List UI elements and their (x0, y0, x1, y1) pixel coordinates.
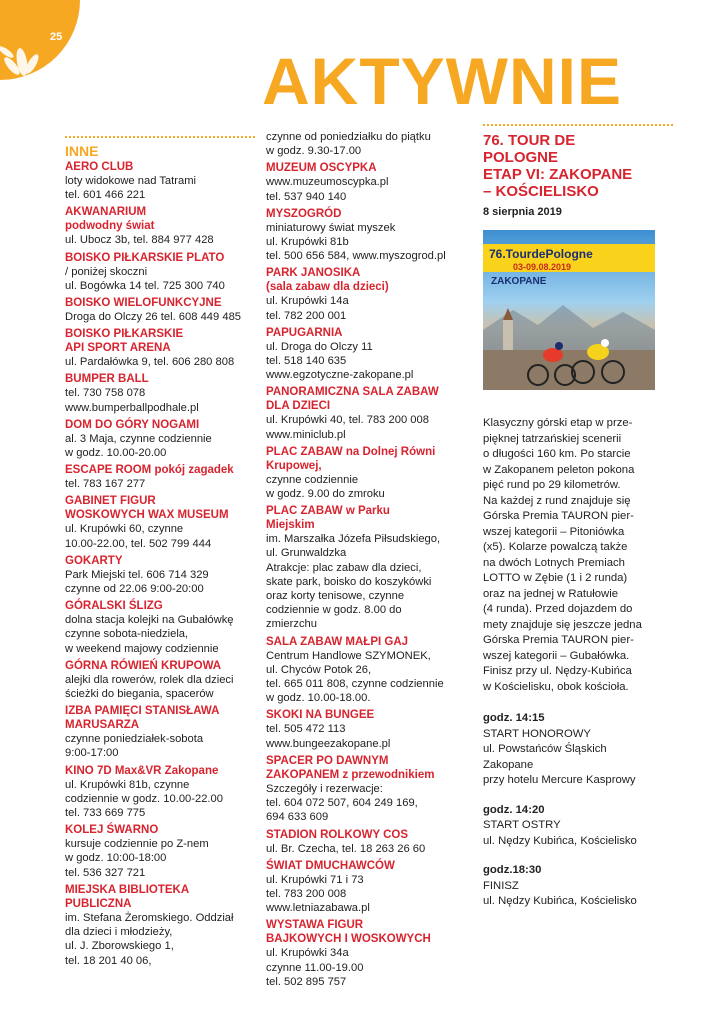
entry-name: SKOKI NA BUNGEE (266, 709, 375, 722)
entry-name: BOISKO PIŁKARSKIE PLATO (65, 251, 225, 264)
schedule-detail: START HONOROWY (483, 727, 591, 740)
entry-detail: czynne poniedziałek-sobota (65, 733, 204, 746)
entry-detail: tel. 783 167 277 (65, 478, 146, 491)
entry-name: IZBA PAMIĘCI STANISŁAWA MARUSARZA (65, 705, 220, 732)
entry-detail: czynne od 22.06 9:00-20:00 (65, 583, 204, 596)
directory-entry (266, 385, 466, 441)
entry-name: MYSZOGRÓD (266, 207, 342, 220)
directory-entry (65, 704, 255, 760)
directory-entry (65, 296, 255, 324)
entry-name: STADION ROLKOWY COS (266, 828, 409, 841)
entry-name: GÓRALSKI ŚLIZG (65, 600, 163, 613)
directory-column-middle (266, 130, 466, 992)
schedule-time: godz. 14:20 (483, 803, 545, 816)
directory-entry (266, 504, 466, 631)
entry-detail: / poniżej skoczni (65, 265, 148, 278)
entry-detail: ul. Ubocz 3b, tel. 884 977 428 (65, 234, 214, 247)
schedule-detail: ul. Powstańców Śląskich (483, 743, 607, 755)
directory-entry (65, 327, 255, 369)
entry-detail: ul. Krupówki 34a (266, 947, 349, 960)
entry-detail: dla dzieci i młodzieży, (65, 926, 173, 939)
event-title: 76. TOUR DE POLOGNE ETAP VI: ZAKOPANE – KOŚCIELISKO (483, 132, 633, 200)
entry-detail: alejki dla rowerów, rolek dla dzieci (65, 673, 234, 686)
entry-name: PLAC ZABAW na Dolnej Równi Krupowej, (266, 445, 436, 472)
schedule-time: godz.18:30 (483, 864, 542, 876)
directory-entry (65, 205, 255, 247)
schedule-detail: ul. Nędzy Kubińca, Kościelisko (483, 834, 637, 847)
entry-detail: w godz. 10:00-18:00 (65, 852, 167, 865)
entry-detail: w godz. 9.00 do zmroku (266, 488, 385, 501)
entry-name: SPACER PO DAWNYM ZAKOPANEM z przewodnikiem (266, 754, 435, 781)
entry-detail: ul. Pardałówka 9, tel. 606 280 808 (65, 356, 235, 369)
page-title: AKTYWNIE (262, 44, 622, 118)
entry-detail: tel. 18 201 40 06, (65, 954, 152, 967)
entry-detail: czynne od poniedziałku do piątku (266, 131, 431, 143)
directory-entry (65, 659, 255, 701)
event-poster-image (483, 230, 655, 390)
directory-entry (266, 754, 466, 825)
entry-detail: www.bungeezakopane.pl (266, 737, 391, 750)
entry-detail: tel. 665 011 808, czynne codziennie (266, 678, 444, 691)
entry-detail: al. 3 Maja, czynne codziennie (65, 432, 212, 445)
directory-entry (65, 764, 255, 821)
directory-entry (65, 372, 255, 414)
schedule-detail: START OSTRY (483, 819, 561, 831)
event-date: 8 sierpnia 2019 (483, 206, 562, 218)
entry-detail: www.miniclub.pl (266, 428, 346, 441)
entry-detail: w godz. 9.30-17.00 (266, 145, 362, 158)
entry-detail: ul. Krupówki 81b (266, 236, 349, 249)
entry-detail: ul. Grunwaldzka (266, 547, 347, 560)
entry-detail: www.bumperballpodhale.pl (65, 401, 199, 414)
directory-entry (266, 708, 466, 750)
entry-name: BUMPER BALL (65, 373, 149, 386)
entry-name: BOISKO PIŁKARSKIE API SPORT ARENA (65, 328, 184, 355)
directory-entry (266, 859, 466, 916)
entry-detail: tel. 604 072 507, 604 249 169, (266, 797, 418, 810)
entry-detail: tel. 502 895 757 (266, 975, 347, 988)
continued-entry-text (266, 130, 466, 158)
directory-entry (266, 266, 466, 322)
schedule-detail: przy hotelu Mercure Kasprowy (483, 774, 636, 786)
entry-detail: czynne codziennie (266, 473, 359, 486)
entry-detail: czynne 11.00-19.00 (266, 961, 364, 974)
event-column (483, 124, 673, 924)
entry-name: WYSTAWA FIGUR BAJKOWYCH I WOSKOWYCH (266, 919, 431, 946)
poster-cyclists-illustration (483, 290, 655, 390)
entry-detail: tel. 783 200 008 (266, 887, 347, 900)
entry-detail: codziennie w godz. 8.00 do (266, 604, 402, 617)
entry-name: ESCAPE ROOM pokój zagadek (65, 464, 234, 477)
entry-detail: tel. 782 200 001 (266, 309, 347, 322)
directory-entry (65, 554, 255, 596)
directory-entry (266, 635, 466, 706)
directory-entry (266, 828, 466, 856)
schedule-item (483, 863, 673, 910)
schedule-item (483, 711, 673, 789)
entry-name: PANORAMICZNA SALA ZABAW DLA DZIECI (266, 386, 439, 413)
schedule-time: godz. 14:15 (483, 712, 545, 724)
entry-detail: tel. 601 466 221 (65, 189, 146, 202)
schedule-detail: FINISZ (483, 879, 519, 892)
entry-detail: w godz. 10.00-18.00. (266, 692, 371, 705)
corner-wheat-logo (0, 0, 100, 100)
entry-detail: ul. Krupówki 71 i 73 (266, 873, 364, 886)
entry-name: MUZEUM OSCYPKA (266, 162, 377, 175)
entry-name: AERO CLUB (65, 161, 134, 173)
entry-name: PLAC ZABAW w Parku Miejskim (266, 505, 390, 532)
poster-city: ZAKOPANE (491, 276, 547, 287)
directory-entry (65, 418, 255, 460)
directory-entry (65, 160, 255, 202)
entry-detail: ścieżki do biegania, spacerów (65, 688, 214, 701)
entry-name: PAPUGARNIA (266, 326, 343, 339)
entry-detail: skate park, boisko do koszykówki (266, 575, 432, 588)
entry-name: ŚWIAT DMUCHAWCÓW (266, 859, 395, 872)
entry-detail: 9:00-17:00 (65, 747, 119, 760)
entry-name: DOM DO GÓRY NOGAMI (65, 418, 200, 431)
dotted-divider (483, 124, 673, 126)
entry-detail: ul. Krupówki 60, czynne (65, 523, 184, 536)
directory-entry (65, 251, 255, 293)
entry-detail: tel. 505 472 113 (266, 723, 346, 736)
entry-detail: ul. Krupówki 14a (266, 295, 349, 308)
entry-detail: Szczegóły i rezerwacje: (266, 782, 383, 795)
directory-entry (266, 207, 466, 264)
entry-detail: kursuje codziennie po Z-nem (65, 838, 209, 851)
entry-detail: tel. 730 758 078 (65, 387, 146, 400)
entry-detail: ul. Chyców Potok 26, (266, 663, 372, 676)
directory-list-middle (266, 161, 466, 989)
entry-detail: ul. Droga do Olczy 11 (266, 340, 373, 353)
event-schedule (483, 711, 673, 910)
schedule-detail: Zakopane (483, 758, 534, 771)
entry-name: KOLEJ ŚWARNO (65, 824, 159, 837)
directory-entry (65, 823, 255, 880)
entry-detail: Park Miejski tel. 606 714 329 (65, 568, 209, 581)
directory-entry (266, 918, 466, 989)
entry-detail: im. Stefana Żeromskiego. Oddział (65, 911, 234, 924)
entry-detail: tel. 500 656 584, www.myszogrod.pl (266, 250, 446, 263)
entry-detail: tel. 518 140 635 (266, 355, 347, 368)
entry-name: KINO 7D Max&VR Zakopane (65, 764, 219, 777)
entry-name: PARK JANOSIKA (sala zabaw dla dzieci) (266, 267, 389, 294)
entry-detail: www.egzotyczne-zakopane.pl (266, 369, 414, 382)
entry-detail: 694 633 609 (266, 811, 329, 824)
poster-dates: 03-09.08.2019 (513, 262, 572, 272)
entry-detail: Centrum Handlowe SZYMONEK, (266, 649, 431, 662)
directory-entry (65, 883, 255, 968)
schedule-item (483, 803, 673, 850)
entry-detail: w weekend majowy codziennie (65, 642, 219, 655)
entry-detail: Droga do Olczy 26 tel. 608 449 485 (65, 311, 242, 324)
directory-entry (65, 599, 255, 656)
entry-detail: ul. Br. Czecha, tel. 18 263 26 60 (266, 842, 426, 855)
entry-detail: miniaturowy świat myszek (266, 221, 396, 234)
directory-entry (266, 445, 466, 501)
entry-detail: codziennie w godz. 10.00-22.00 (65, 792, 223, 805)
directory-entry (266, 326, 466, 383)
entry-detail: zmierzchu (266, 618, 317, 631)
entry-name: SALA ZABAW MAŁPI GAJ (266, 635, 409, 648)
entry-name: GÓRNA RÓWIEŃ KRUPOWA (65, 659, 222, 672)
entry-detail: loty widokowe nad Tatrami (65, 175, 196, 187)
entry-detail: 10.00-22.00, tel. 502 799 444 (65, 537, 212, 550)
poster-title: 76.TourdePologne (489, 247, 593, 261)
entry-detail: czynne sobota-niedziela, (65, 628, 189, 641)
entry-name: AKWANARIUM podwodny świat (65, 206, 155, 233)
entry-name: BOISKO WIELOFUNKCYJNE (65, 297, 222, 310)
event-description: Klasyczny górski etap w prze- pięknej tatrzańskiej scenerii o długości 160 km. Po starcie w Zakopanem peleton pokona pięć rund po 29 kilometrów. Na każdej z rund znajduje się Górska Premia TAURON pier- wszej kategorii – Pitoniówka (x5). Kolarze powalczą także na dwóch Lotnych Premiach LOTTO w Zębie (1 i 2 runda) oraz na jednej w Ratułowie (4 runda). Przed dojazdem do mety znajduje się jeszcze jedna Górska Premia TAURON pier- wszej kategorii – Gubałówka. Finisz przy ul. Nędzy-Kubińca w Kościelisku, obok kościoła. (483, 417, 642, 693)
directory-list-left (65, 160, 255, 968)
directory-entry (65, 494, 255, 550)
directory-entry (65, 463, 255, 491)
entry-detail: ul. Krupówki 40, tel. 783 200 008 (266, 414, 429, 427)
category-heading: INNE (65, 143, 99, 159)
schedule-detail: ul. Nędzy Kubińca, Kościelisko (483, 895, 637, 907)
entry-detail: w godz. 10.00-20.00 (65, 447, 167, 460)
entry-name: MIEJSKA BIBLIOTEKA PUBLICZNA (65, 883, 190, 910)
entry-detail: ul. Bogówka 14 tel. 725 300 740 (65, 279, 225, 292)
entry-detail: tel. 536 327 721 (65, 866, 146, 879)
entry-detail: www.muzeumoscypka.pl (266, 176, 389, 189)
entry-name: GOKARTY (65, 554, 123, 567)
entry-detail: www.letniazabawa.pl (266, 902, 370, 915)
directory-column-left (65, 136, 255, 971)
directory-entry (266, 161, 466, 203)
entry-detail: tel. 537 940 140 (266, 190, 347, 203)
entry-detail: oraz korty tenisowe, czynne (266, 590, 405, 603)
entry-detail: dolna stacja kolejki na Gubałówkę (65, 614, 234, 627)
entry-detail: ul. Krupówki 81b, czynne (65, 778, 190, 791)
entry-name: GABINET FIGUR WOSKOWYCH WAX MUSEUM (65, 495, 229, 522)
entry-detail: im. Marszałka Józefa Piłsudskiego, (266, 533, 441, 546)
entry-detail: Atrakcje: plac zabaw dla dzieci, (266, 561, 422, 574)
page-number: 25 (50, 31, 63, 43)
entry-detail: ul. J. Zborowskiego 1, (65, 940, 174, 953)
entry-detail: tel. 733 669 775 (65, 807, 146, 820)
dotted-divider (65, 136, 255, 138)
